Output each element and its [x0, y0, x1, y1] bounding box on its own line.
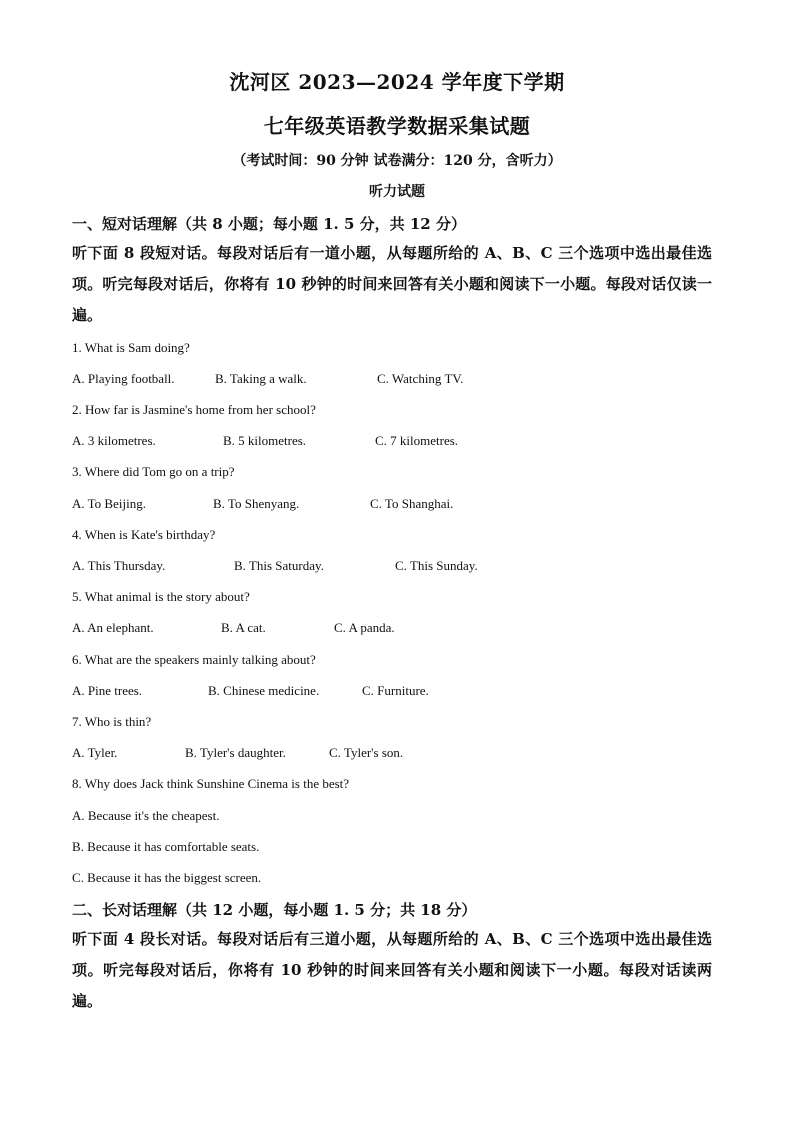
option-2c: C. 7 kilometres. — [375, 433, 459, 448]
option-5b: B. A cat. — [221, 620, 266, 635]
option-3b: B. To Shenyang. — [213, 496, 300, 511]
part1-heading: 一、短对话理解（共 8 小题；每小题 1. 5 分，共 12 分） — [72, 215, 466, 233]
question-8: 8. Why does Jack think Sunshine Cinema is the best? — [72, 776, 350, 791]
exam-meta: （考试时间：90 分钟 试卷满分：120 分，含听力） — [232, 153, 562, 169]
question-2: 2. How far is Jasmine's home from her school? — [72, 402, 316, 417]
question-5: 5. What animal is the story about? — [72, 589, 250, 604]
option-5a: A. An elephant. — [72, 620, 154, 635]
option-6b: B. Chinese medicine. — [208, 683, 320, 698]
option-2b: B. 5 kilometres. — [223, 433, 307, 448]
option-2a: A. 3 kilometres. — [72, 433, 156, 448]
question-1: 1. What is Sam doing? — [72, 340, 190, 355]
exam-title-line1: 沈河区 2023—2024 学年度下学期 — [229, 70, 565, 94]
option-6c: C. Furniture. — [362, 683, 429, 698]
question-7: 7. Who is thin? — [72, 714, 152, 729]
option-1a: A. Playing football. — [72, 371, 175, 386]
option-1c: C. Watching TV. — [377, 371, 464, 386]
option-7a: A. Tyler. — [72, 745, 118, 760]
option-3a: A. To Beijing. — [72, 496, 146, 511]
option-5c: C. A panda. — [334, 620, 395, 635]
option-8a: A. Because it's the cheapest. — [72, 808, 220, 823]
part2-instructions: 听下面 4 段长对话。每段对话后有三道小题，从每题所给的 A、B、C 三个选项中选出最佳选项。听完每段对话后，你将有 10 秒钟的时间来回答有关小题和阅读下一小题。每段对话读两遍。 — [72, 930, 712, 1010]
option-8b: B. Because it has comfortable seats. — [72, 839, 260, 854]
option-1b: B. Taking a walk. — [215, 371, 307, 386]
option-4a: A. This Thursday. — [72, 558, 166, 573]
option-7b: B. Tyler's daughter. — [185, 745, 286, 760]
question-6: 6. What are the speakers mainly talking about? — [72, 652, 316, 667]
part2-heading: 二、长对话理解（共 12 小题，每小题 1. 5 分；共 18 分） — [72, 901, 477, 919]
option-3c: C. To Shanghai. — [370, 496, 454, 511]
option-8c: C. Because it has the biggest screen. — [72, 870, 262, 885]
option-4b: B. This Saturday. — [234, 558, 324, 573]
option-7c: C. Tyler's son. — [329, 745, 404, 760]
question-3: 3. Where did Tom go on a trip? — [72, 464, 235, 479]
option-4c: C. This Sunday. — [395, 558, 478, 573]
exam-title-line2: 七年级英语教学数据采集试题 — [263, 114, 531, 138]
section-label-listening: 听力试题 — [369, 184, 425, 200]
question-4: 4. When is Kate's birthday? — [72, 527, 216, 542]
option-6a: A. Pine trees. — [72, 683, 143, 698]
part1-instructions: 听下面 8 段短对话。每段对话后有一道小题，从每题所给的 A、B、C 三个选项中选出最佳选项。听完每段对话后，你将有 10 秒钟的时间来回答有关小题和阅读下一小题。每段对话仅读一遍。 — [72, 244, 712, 324]
